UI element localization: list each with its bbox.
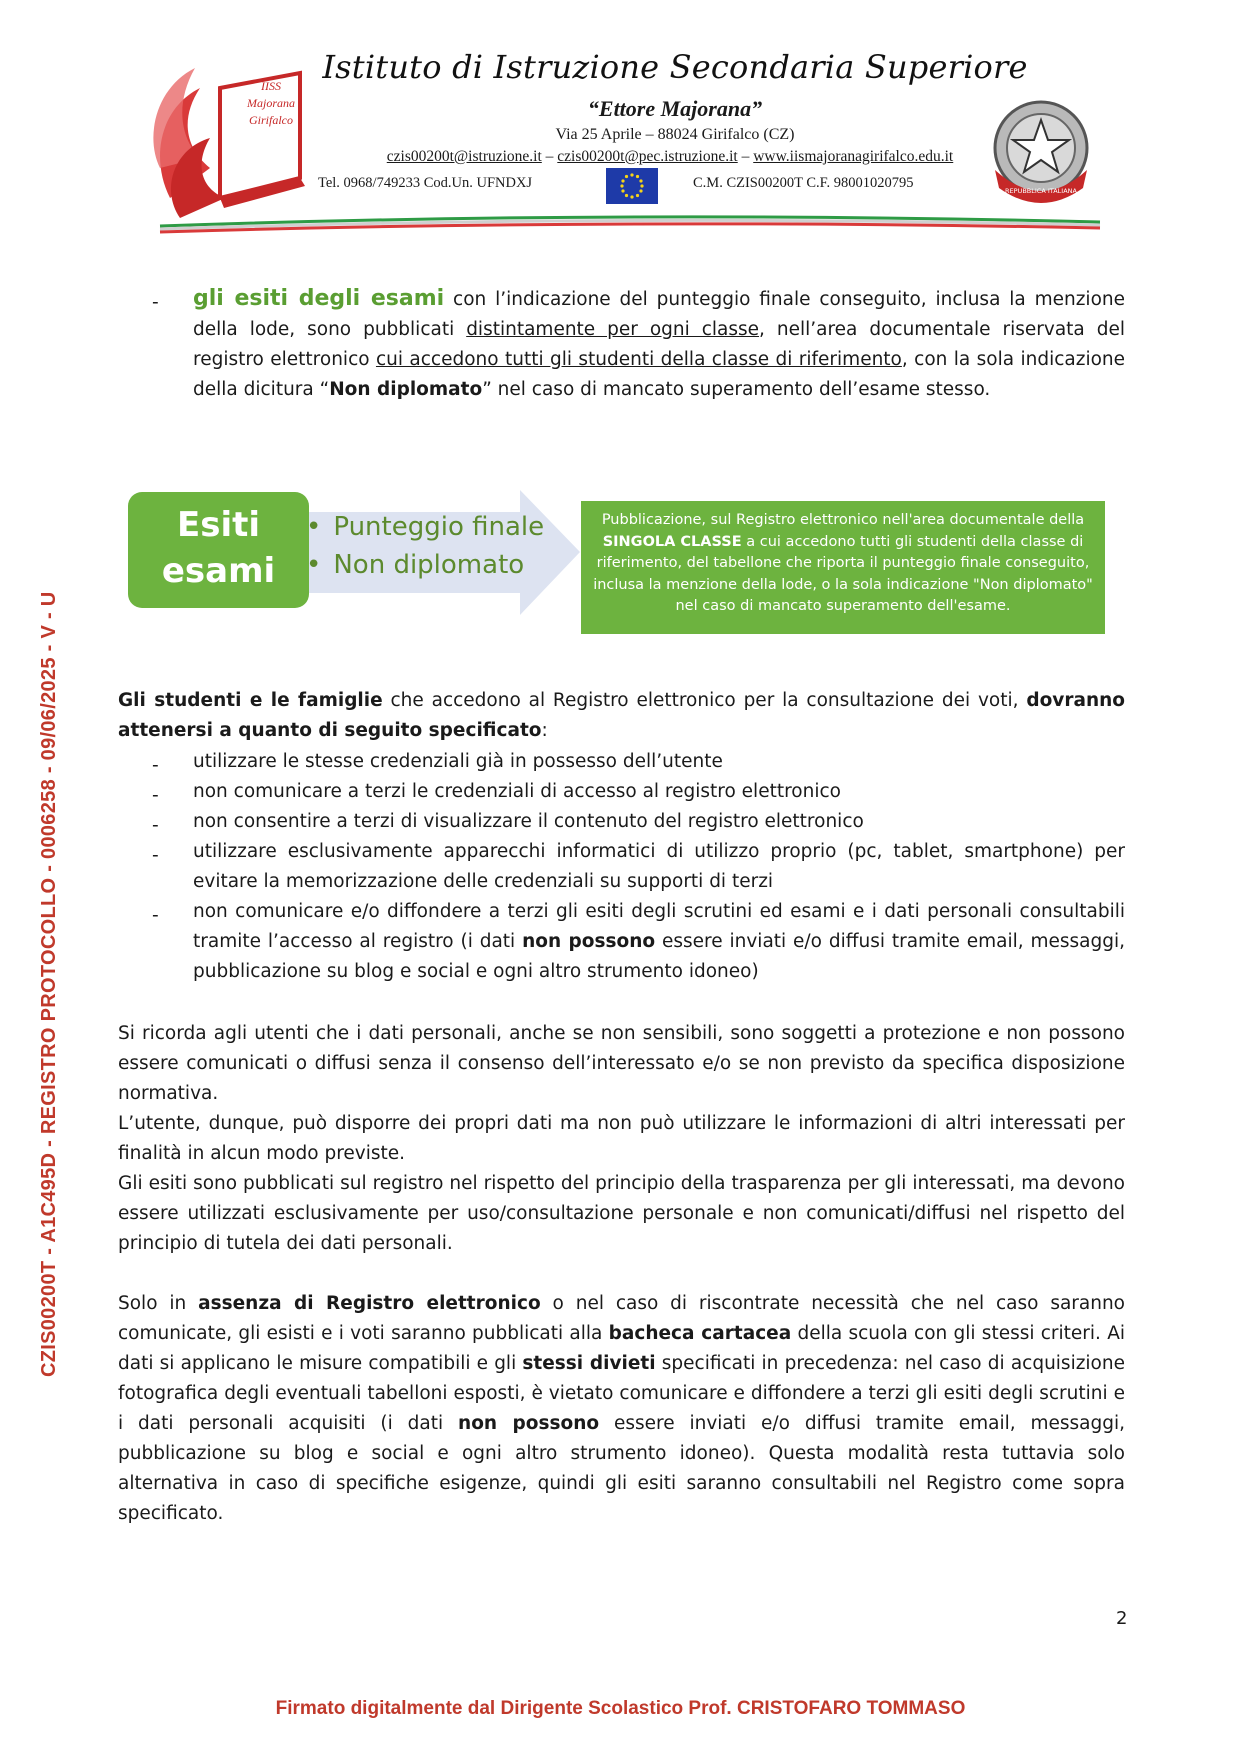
bullet-dash: -: [152, 905, 159, 926]
list-item: non comunicare e/o diffondere a terzi gli esiti degli scrutini ed esami e i dati personali consultabili tramite l’accesso al registro (i dati non possono essere inviati e/o diffusi tramite email, messaggi, pubblicazione su blog e social e ogni altro strumento idoneo): [193, 901, 1125, 982]
bullet-dash: -: [152, 845, 159, 866]
republic-emblem-icon: [985, 92, 1097, 210]
institute-subtitle: “Ettore Majorana”: [587, 96, 763, 121]
list-item: non consentire a terzi di visualizzare il contenuto del registro elettronico: [193, 811, 864, 832]
school-logo: [140, 48, 320, 226]
bullet-dash: -: [152, 815, 159, 836]
institute-phone: Tel. 0968/749233 Cod.Un. UFNDXJ: [318, 175, 533, 191]
page-number: 2: [1116, 1608, 1128, 1629]
bullet-dash: -: [152, 755, 159, 776]
institute-address: Via 25 Aprile – 88024 Girifalco (CZ): [555, 126, 795, 143]
institute-contacts: czis00200t@istruzione.it – czis00200t@pec.istruzione.it – www.iismajoranagirifalco.edu.it: [386, 148, 954, 165]
list-item: utilizzare esclusivamente apparecchi informatici di utilizzo proprio (pc, tablet, smartphone) per evitare la memorizzazione delle credenziali su supporti di terzi: [193, 841, 1125, 892]
diagram-item: • Non diplomato: [306, 546, 544, 584]
list-item: utilizzare le stesse credenziali già in possesso dell’utente: [193, 751, 723, 772]
list-item: non comunicare a terzi le credenziali di accesso al registro elettronico: [193, 781, 841, 802]
diagram-items: [306, 508, 544, 584]
institute-codes: C.M. CZIS00200T C.F. 98001020795: [693, 175, 914, 191]
privacy-paragraph: Si ricorda agli utenti che i dati personali, anche se non sensibili, sono soggetti a protezione e non possono essere comunicati o diffusi senza il consenso dell’interessato e/o se non previsto da specifica disposizione normativa.: [118, 1023, 1125, 1104]
logo-text: IISS Majorana Girifalco: [247, 79, 295, 127]
paper-board-paragraph: Solo in assenza di Registro elettronico o nel caso di riscontrate necessità che nel caso saranno comunicate, gli esisti e i voti saranno pubblicati alla bacheca cartacea della scuola con gli stessi criteri. Ai dati si applicano le misure compatibili e gli stessi divieti specificati in precedenza: nel caso di acquisizione fotografica degli eventuali tabelloni esposti, è vietato comunicare e diffondere a terzi gli esiti degli scrutini e i dati personali acquisiti (i dati non possono essere inviati e/o diffusi tramite email, messaggi, pubblicazione su blog e social e ogni altro strumento idoneo). Questa modalità resta tuttavia solo alternativa in caso di specifiche esigenze, quindi gli esiti saranno consultabili nel Registro come sopra specificato.: [118, 1293, 1126, 1524]
website-link[interactable]: www.iismajoranagirifalco.edu.it: [753, 148, 954, 165]
bullet-dash: -: [152, 785, 159, 806]
exam-results-heading: gli esiti degli esami: [193, 286, 445, 311]
publication-box: Pubblicazione, sul Registro elettronico nell'area documentale della SINGOLA CLASSE a cui accedono tutti gli studenti della classe di riferimento, del tabellone che riporta il punteggio finale conseguito, inclusa la menzione della lode, o la sola indicazione "Non diplomato" nel caso di mancato superamento dell'esame.: [581, 501, 1105, 634]
exam-results-paragraph: gli esiti degli esami con l’indicazione del punteggio finale conseguito, inclusa la menzione della lode, sono pubblicati distintamente per ogni classe, nell’area documentale riservata del registro elettronico cui accedono tutti gli studenti della classe di riferimento, con la sola indicazione della dicitura “Non diplomato” nel caso di mancato superamento dell’esame stesso.: [193, 286, 1126, 400]
tricolor-divider: [140, 208, 1110, 238]
letterhead: [140, 40, 1110, 230]
email-link[interactable]: czis00200t@istruzione.it: [386, 148, 542, 165]
pec-link[interactable]: czis00200t@pec.istruzione.it: [557, 148, 738, 165]
institute-title: Istituto di Istruzione Secondaria Superiore: [322, 48, 1028, 86]
protocol-stamp: CZIS00200T - A1C495D - REGISTRO PROTOCOLLO - 0006258 - 09/06/2025 - V - U: [38, 591, 60, 1377]
eu-flag-icon: [606, 168, 658, 204]
transparency-paragraph: Gli esiti sono pubblicati sul registro nel rispetto del principio della trasparenza per gli interessati, ma devono essere utilizzati esclusivamente per uso/consultazione personale e non comunicati/diffusi nel rispetto del principio di tutela dei dati personali.: [118, 1173, 1125, 1254]
diagram-item: • Punteggio finale: [306, 508, 544, 546]
digital-signature-footer: Firmato digitalmente dal Dirigente Scolastico Prof. CRISTOFARO TOMMASO: [275, 1698, 966, 1719]
user-data-paragraph: L’utente, dunque, può disporre dei propri dati ma non può utilizzare le informazioni di altri interessati per finalità in alcun modo previste.: [118, 1113, 1125, 1164]
esiti-esami-box: Esiti esami: [128, 492, 309, 608]
students-families-paragraph: Gli studenti e le famiglie che accedono al Registro elettronico per la consultazione dei voti, dovranno attenersi a quanto di seguito specificato:: [118, 690, 1125, 741]
bullet-dash: -: [152, 292, 159, 313]
svg-text:REPUBBLICA ITALIANA: REPUBBLICA ITALIANA: [1005, 187, 1077, 195]
